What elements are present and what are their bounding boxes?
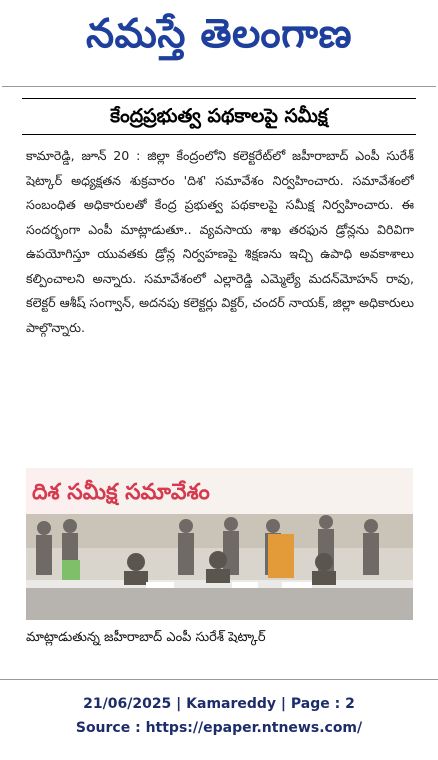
footer-meta: 21/06/2025 | Kamareddy | Page : 2 [83,696,355,712]
footer-source: Source : https://epaper.ntnews.com/ [75,720,363,736]
meeting-photo-illustration [26,468,413,620]
footer-divider [0,679,438,680]
masthead-divider [2,86,436,87]
article-body: కామారెడ్డి, జూన్ 20 : జిల్లా కేంద్రంలోని కలెక్టరేట్‌లో జహీరాబాద్ ఎంపీ సురేశ్ షెట్కార్ అధ్యక్షతన శుక్రవారం 'దిశ' సమావేశం నిర్వహించారు. సమావేశంలో సంబంధిత అధికారులతో కేంద్ర ప్రభుత్వ పథకాలపై సమీక్ష నిర్వహించారు. ఈ సందర్భంగా ఎంపీ మాట్లాడుతూ.. వ్యవసాయ శాఖ తరఫున డ్రోన్లను విరివిగా ఉపయోగిస్తూ యువతకు డ్రోన్ల నిర్వహణపై శిక్షణను ఇచ్చి ఉపాధి అవకాశాలు కల్పించాలని అన్నారు. సమావేశంలో ఎల్లారెడ్డి ఎమ్మెల్యే మదన్‌మోహన్ రావు, కలెక్టర్ ఆశీష్ సంగ్వాన్, అదనపు కలెక్టర్లు విక్టర్, చందర్ నాయక్, జిల్లా అధికారులు పాల్గొన్నారు. [26,148,414,335]
photo-banner-text: దిశ సమీక్ష సమావేశం [32,480,210,505]
masthead-logo: నమస్తే తెలంగాణ [85,11,353,57]
news-clipping [22,98,416,658]
headline-bottom-rule [22,134,416,135]
headline-top-rule [22,98,416,99]
article-photo [26,468,413,620]
article-headline: కేంద్రప్రభుత్వ పథకాలపై సమీక్ష [110,105,328,127]
photo-caption: మాట్లాడుతున్న జహీరాబాద్ ఎంపీ సురేశ్ షెట్కార్ [26,630,266,645]
